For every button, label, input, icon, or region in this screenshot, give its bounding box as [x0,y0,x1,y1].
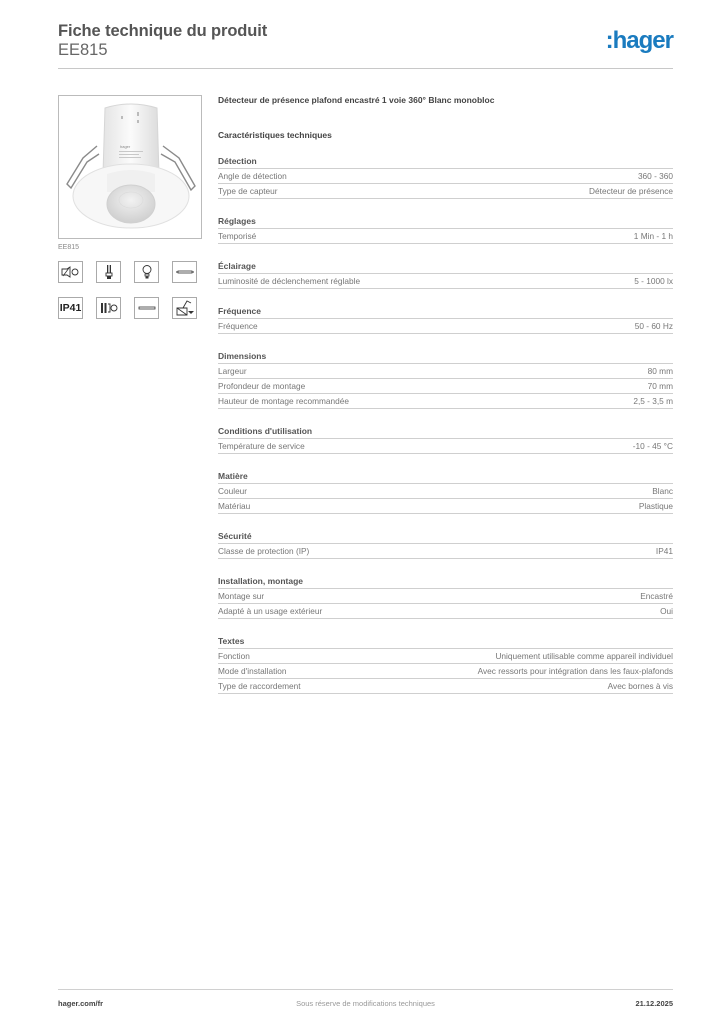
spec-row [218,604,673,619]
spec-label: Type de capteur [218,186,278,196]
specs-section-title: Caractéristiques techniques [218,130,332,140]
product-name: Détecteur de présence plafond encastré 1 voie 360° Blanc monobloc [218,95,495,105]
spec-label: Largeur [218,366,247,376]
spec-label: Temporisé [218,231,257,241]
spec-group-operating-conditions [218,426,673,454]
spec-row [218,229,673,244]
spec-row [218,184,673,199]
spec-row [218,664,673,679]
compatibility-icons [58,261,204,319]
spec-label: Angle de détection [218,171,287,181]
spec-group-title: Installation, montage [218,576,673,589]
product-reference: EE815 [58,41,108,59]
spec-row [218,274,673,289]
spec-row [218,394,673,409]
spec-group-title: Fréquence [218,306,673,319]
footer-divider [58,989,673,990]
header-divider [58,68,673,69]
spec-label: Type de raccordement [218,681,301,691]
spec-value: 360 - 360 [637,171,673,181]
spec-group-title: Sécurité [218,531,673,544]
spec-group-safety [218,531,673,559]
spec-group-texts [218,636,673,694]
spec-group-frequency [218,306,673,334]
page-header [58,20,673,70]
spec-label: Couleur [218,486,248,496]
spec-group-title: Éclairage [218,261,673,274]
spec-value: Uniquement utilisable comme appareil individuel [495,651,673,661]
spec-group-installation [218,576,673,619]
spec-row [218,499,673,514]
spec-label: Matériau [218,501,251,511]
spec-value: 5 - 1000 lx [634,276,673,286]
ip-rating-label: IP41 [59,302,82,314]
spec-label: Montage sur [218,591,265,601]
hager-logo: :hager [605,27,673,54]
spec-value: IP41 [655,546,673,556]
website-link[interactable]: hager.com/fr [58,999,104,1008]
incandescent-bulb-icon [134,261,159,283]
spec-value: -10 - 45 °C [632,441,673,451]
fluorescent-compact-lamp-icon [96,261,121,283]
spec-value: Plastique [638,501,673,511]
spec-label: Adapté à un usage extérieur [218,606,323,616]
spec-label: Profondeur de montage [218,381,306,391]
spec-row [218,679,673,694]
spec-row [218,169,673,184]
spec-row [218,319,673,334]
svg-text:hager: hager [120,144,131,149]
spec-label: Hauteur de montage recommandée [218,396,349,406]
spec-group-title: Réglages [218,216,673,229]
spec-value: Avec bornes à vis [607,681,673,691]
spec-label: Luminosité de déclenchement réglable [218,276,361,286]
product-image [58,95,202,239]
spec-row [218,649,673,664]
spec-value: Blanc [652,486,673,496]
page-footer [58,999,673,1011]
spec-label: Mode d'installation [218,666,287,676]
spec-value: Détecteur de présence [589,186,673,196]
spec-row [218,364,673,379]
spec-group-settings [218,216,673,244]
presence-detector-illustration [59,96,202,239]
spec-label: Température de service [218,441,305,451]
spec-value: 70 mm [647,381,673,391]
document-date: 21.12.2025 [635,999,673,1008]
spec-row [218,379,673,394]
fluorescent-tube-icon [172,261,197,283]
product-image-caption: EE815 [58,244,80,251]
page-title: Fiche technique du produit [58,22,268,40]
spec-value: 50 - 60 Hz [634,321,673,331]
spec-group-title: Détection [218,156,673,169]
spec-label: Classe de protection (IP) [218,546,310,556]
ip-rating-icon [58,297,83,319]
footer-disclaimer: Sous réserve de modifications techniques [296,999,435,1008]
spec-value: Avec ressorts pour intégration dans les faux-plafonds [477,666,673,676]
spec-group-title: Textes [218,636,673,649]
spec-row [218,484,673,499]
spec-value: 2,5 - 3,5 m [633,396,673,406]
led-driver-icon [96,297,121,319]
spec-value: Oui [660,606,673,616]
spec-group-material [218,471,673,514]
spec-value: 1 Min - 1 h [633,231,673,241]
spec-group-dimensions [218,351,673,409]
spec-label: Fréquence [218,321,258,331]
led-lamp-icon [58,261,83,283]
spec-value: 80 mm [647,366,673,376]
spec-label: Fonction [218,651,250,661]
spec-group-detection [218,156,673,199]
halogen-transformer-icon [172,297,197,319]
spec-row [218,439,673,454]
spec-group-title: Conditions d'utilisation [218,426,673,439]
spec-row [218,589,673,604]
spec-group-title: Dimensions [218,351,673,364]
spec-group-title: Matière [218,471,673,484]
tube-lamp-icon [134,297,159,319]
spec-row [218,544,673,559]
spec-value: Encastré [640,591,673,601]
product-details [218,95,673,694]
spec-group-lighting [218,261,673,289]
